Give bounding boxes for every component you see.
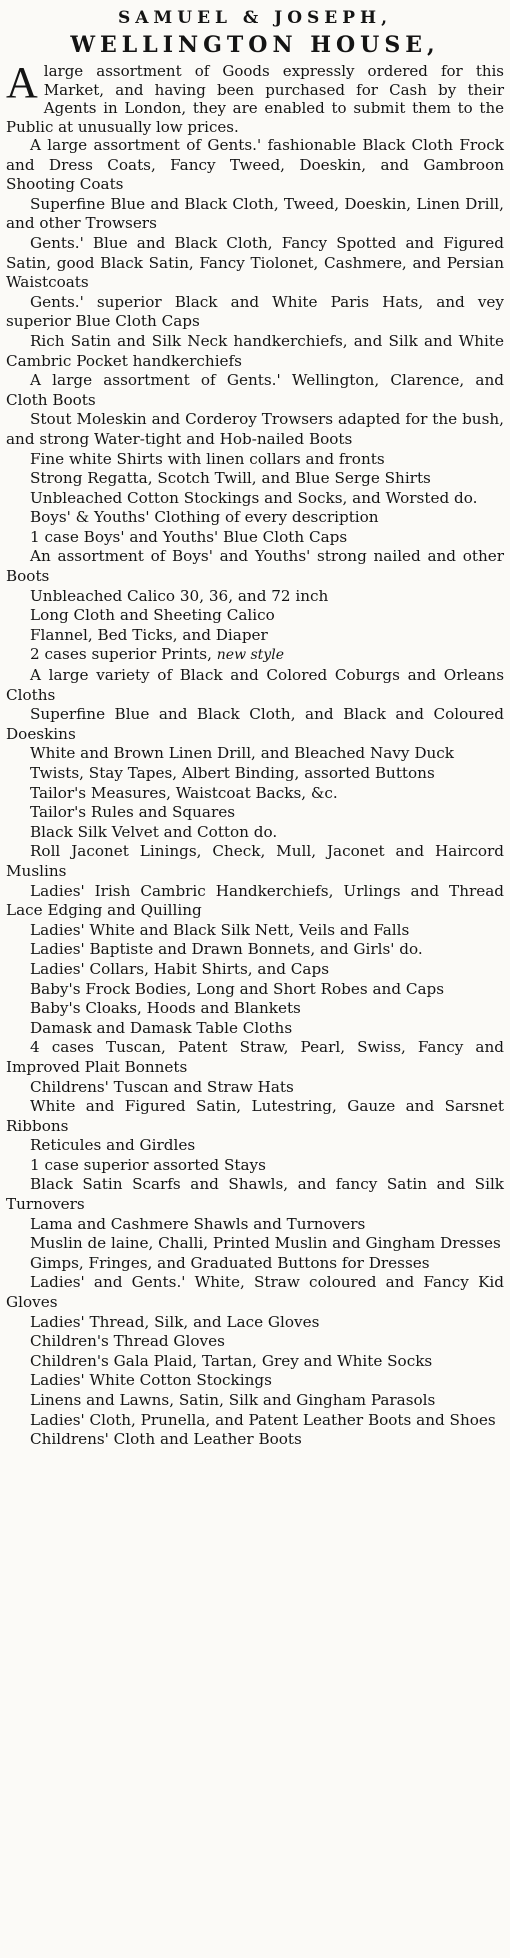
list-item: A large assortment of Gents.' fashionable Black Cloth Frock and Dress Coats, Fancy Tweed, Doeskin, and Gambroon Shooting Coats xyxy=(6,136,504,194)
list-item: Ladies' Cloth, Prunella, and Patent Leather Boots and Shoes xyxy=(30,1410,496,1429)
prints-label: 2 cases superior Prints, xyxy=(30,645,212,664)
list-item: 1 case Boys' and Youths' Blue Cloth Caps xyxy=(30,527,348,546)
list-item: 4 cases Tuscan, Patent Straw, Pearl, Swiss, Fancy and Improved Plait Bonnets xyxy=(6,1038,504,1076)
list-item: Tailor's Measures, Waistcoat Backs, &c. xyxy=(30,783,338,802)
list-item: Gents.' Blue and Black Cloth, Fancy Spotted and Figured Satin, good Black Satin, Fancy Tiolonet, Cashmere, and Persian Waistcoats xyxy=(6,233,504,292)
list-item: Fine white Shirts with linen collars and fronts xyxy=(30,449,385,468)
intro-text: large assortment of Goods expressly ordered for this Market, and having been purchased for Cash by their Agents in London, they are enabled to submit them to the Public at unusually low prices. xyxy=(6,62,504,136)
list-item: Gimps, Fringes, and Graduated Buttons for Dresses xyxy=(30,1253,430,1272)
drop-cap: A xyxy=(6,58,38,107)
list-item: Superfine Blue and Black Cloth, and Black and Coloured Doeskins xyxy=(6,705,504,743)
list-item: Ladies' Irish Cambric Handkerchiefs, Urlings and Thread Lace Edging and Quilling xyxy=(6,881,504,920)
list-item: Rich Satin and Silk Neck handkerchiefs, and Silk and White Cambric Pocket handkerchiefs xyxy=(6,331,504,370)
list-item: White and Figured Satin, Lutestring, Gauze and Sarsnet Ribbons xyxy=(6,1097,504,1135)
list-item: Childrens' Tuscan and Straw Hats xyxy=(30,1077,294,1096)
list-item: Ladies' Collars, Habit Shirts, and Caps xyxy=(30,959,329,978)
list-item: Baby's Frock Bodies, Long and Short Robes and Caps xyxy=(30,979,445,998)
list-item: A large assortment of Gents.' Wellington, Clarence, and Cloth Boots xyxy=(6,371,504,409)
list-item: 1 case superior assorted Stays xyxy=(30,1155,266,1174)
list-item: Tailor's Rules and Squares xyxy=(30,803,235,822)
store-name: WELLINGTON HOUSE, xyxy=(70,32,440,58)
list-item: Gents.' superior Black and White Paris Hats, and vey superior Blue Cloth Caps xyxy=(6,292,504,331)
list-item: Reticules and Girdles xyxy=(30,1136,196,1155)
list-item: Superfine Blue and Black Cloth, Tweed, Doeskin, Linen Drill, and other Trowsers xyxy=(6,194,504,233)
merchant-name: SAMUEL & JOSEPH, xyxy=(117,8,393,28)
prints-note: new style xyxy=(216,647,284,664)
list-item: A large variety of Black and Colored Coburgs and Orleans Cloths xyxy=(6,666,504,704)
list-item: Ladies' and Gents.' White, Straw coloured and Fancy Kid Gloves xyxy=(6,1273,504,1312)
list-item: Long Cloth and Sheeting Calico xyxy=(30,606,275,625)
list-item: Linens and Lawns, Satin, Silk and Gingham Parasols xyxy=(30,1391,436,1409)
list-item: Ladies' Thread, Silk, and Lace Gloves xyxy=(30,1312,320,1331)
list-item: Muslin de laine, Challi, Printed Muslin and Gingham Dresses xyxy=(30,1234,501,1253)
goods-list xyxy=(6,136,504,1450)
list-item: Roll Jaconet Linings, Check, Mull, Jaconet and Haircord Muslins xyxy=(6,842,504,880)
list-item: Ladies' White Cotton Stockings xyxy=(30,1371,272,1390)
list-item: Strong Regatta, Scotch Twill, and Blue Serge Shirts xyxy=(30,469,431,488)
list-item: White and Brown Linen Drill, and Bleached Navy Duck xyxy=(30,744,454,763)
list-item: Lama and Cashmere Shawls and Turnovers xyxy=(30,1214,366,1233)
list-item: Stout Moleskin and Corderoy Trowsers adapted for the bush, and strong Water-tight and Hob-nailed Boots xyxy=(6,410,504,448)
list-item: Black Silk Velvet and Cotton do. xyxy=(30,822,278,841)
intro-paragraph xyxy=(6,58,504,136)
list-item: An assortment of Boys' and Youths' strong nailed and other Boots xyxy=(6,547,504,586)
list-item: Children's Gala Plaid, Tartan, Grey and White Socks xyxy=(30,1351,433,1370)
list-item: Twists, Stay Tapes, Albert Binding, assorted Buttons xyxy=(30,764,435,782)
list-item-prints xyxy=(6,645,504,666)
list-item: Unbleached Cotton Stockings and Socks, and Worsted do. xyxy=(30,488,478,507)
list-item: Flannel, Bed Ticks, and Diaper xyxy=(30,625,268,644)
list-item: Ladies' Baptiste and Drawn Bonnets, and Girls' do. xyxy=(30,940,423,959)
list-item: Children's Thread Gloves xyxy=(30,1332,225,1351)
list-item: Ladies' White and Black Silk Nett, Veils and Falls xyxy=(30,920,410,939)
list-item: Unbleached Calico 30, 36, and 72 inch xyxy=(30,586,329,605)
list-item: Boys' & Youths' Clothing of every description xyxy=(30,508,379,527)
list-item: Childrens' Cloth and Leather Boots xyxy=(30,1430,302,1449)
list-item: Damask and Damask Table Cloths xyxy=(30,1018,293,1037)
list-item: Black Satin Scarfs and Shawls, and fancy Satin and Silk Turnovers xyxy=(6,1175,504,1214)
list-item: Baby's Cloaks, Hoods and Blankets xyxy=(30,999,301,1018)
